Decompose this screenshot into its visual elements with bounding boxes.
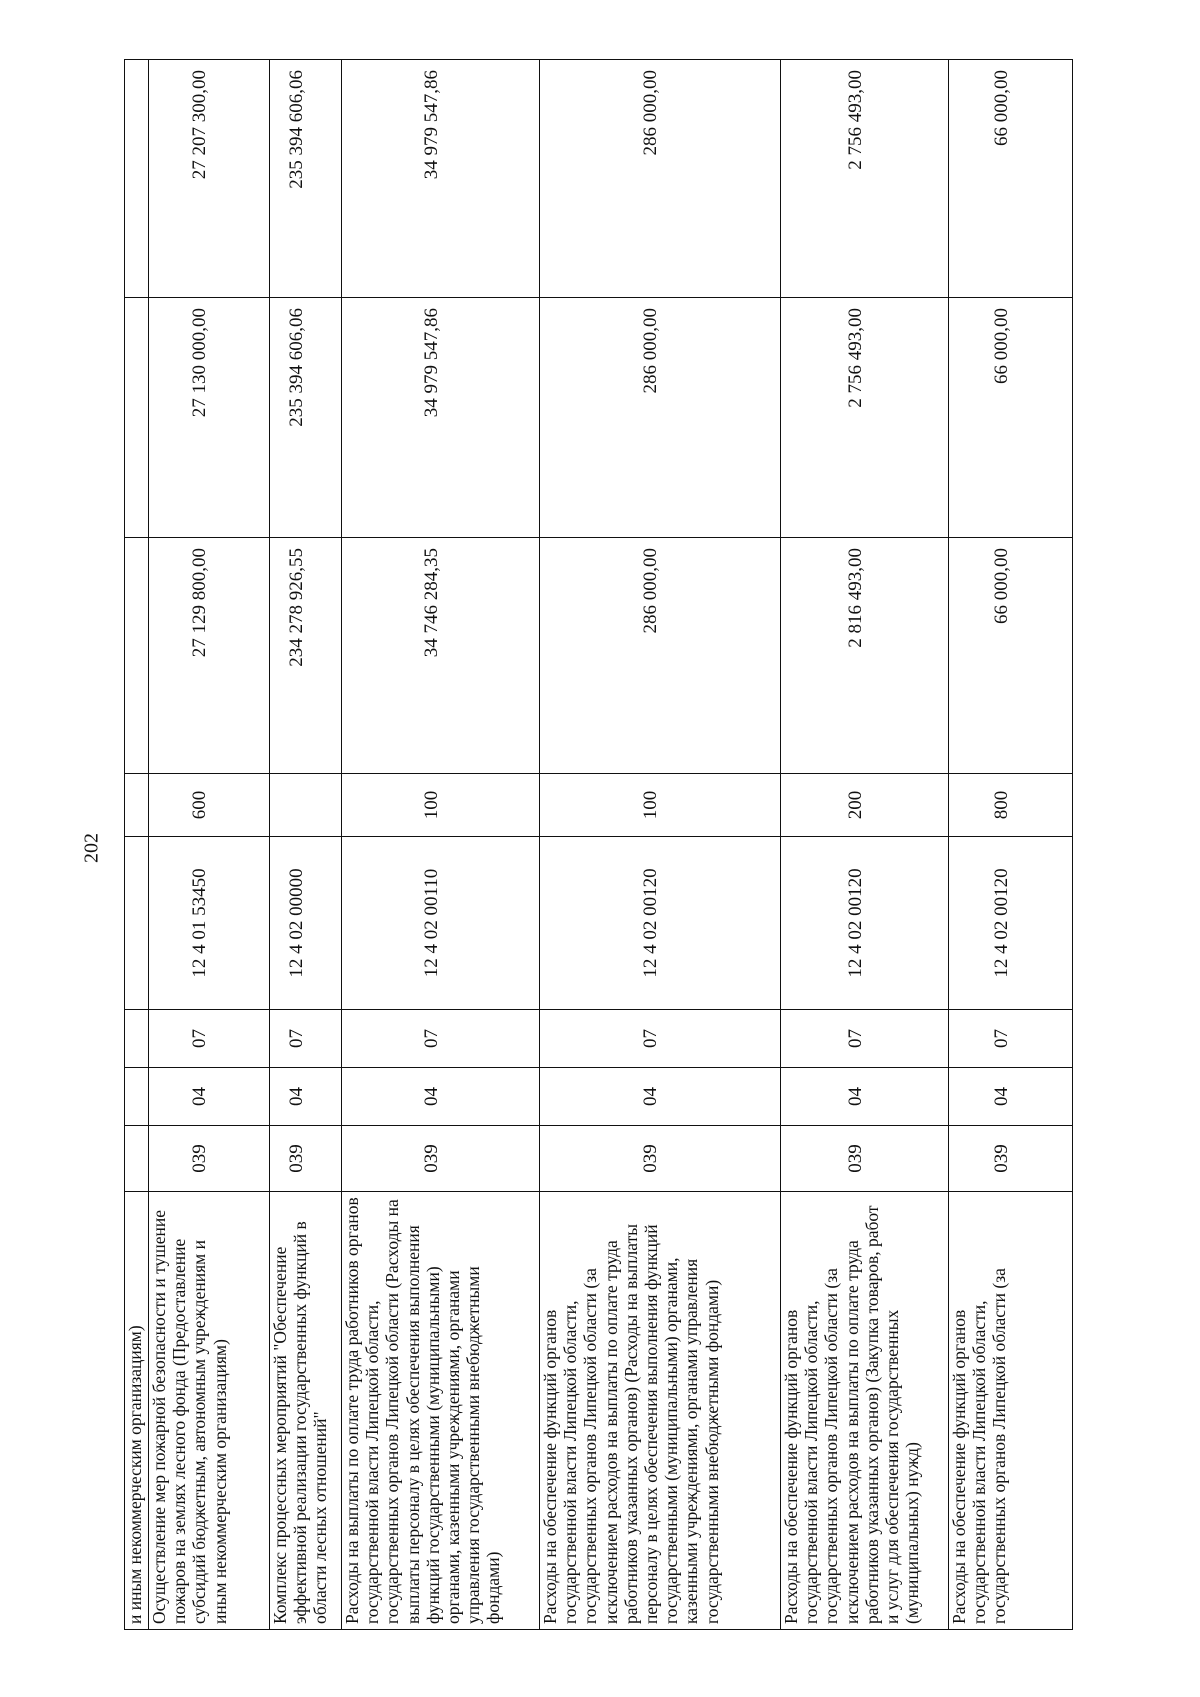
budget-table xyxy=(124,59,1073,1630)
row-0-vr xyxy=(125,774,149,837)
row-5-vr: 200 xyxy=(781,774,949,837)
row-3-y1: 34 746 284,35 xyxy=(342,538,540,774)
row-1-y2: 27 130 000,00 xyxy=(149,298,270,538)
row-1-subsection: 07 xyxy=(149,1010,270,1068)
row-2-subsection: 07 xyxy=(270,1010,342,1068)
row-4-admin: 039 xyxy=(540,1126,781,1192)
row-4-vr: 100 xyxy=(540,774,781,837)
row-3-section: 04 xyxy=(342,1068,540,1126)
row-6-target: 12 4 02 00120 xyxy=(949,837,1073,1010)
row-2-y2: 235 394 606,06 xyxy=(270,298,342,538)
row-2-section: 04 xyxy=(270,1068,342,1126)
row-4-y2: 286 000,00 xyxy=(540,298,781,538)
page-number: 202 xyxy=(80,833,103,863)
row-6-y1: 66 000,00 xyxy=(949,538,1073,774)
table-row xyxy=(342,60,540,1630)
row-1-target: 12 4 01 53450 xyxy=(149,837,270,1010)
row-1-section: 04 xyxy=(149,1068,270,1126)
table-row xyxy=(149,60,270,1630)
table-row xyxy=(949,60,1073,1630)
row-4-target: 12 4 02 00120 xyxy=(540,837,781,1010)
table-row xyxy=(270,60,342,1630)
row-3-target: 12 4 02 00110 xyxy=(342,837,540,1010)
row-3-y2: 34 979 547,86 xyxy=(342,298,540,538)
row-5-section: 04 xyxy=(781,1068,949,1126)
table-row xyxy=(125,60,149,1630)
row-6-section: 04 xyxy=(949,1068,1073,1126)
row-6-name: Расходы на обеспечение функций органов государственной власти Липецкой области, государственных органов Липецкой области (за xyxy=(949,1192,1073,1630)
row-2-name: Комплекс процессных мероприятий "Обеспечение эффективной реализации государственных функций в области лесных отношений" xyxy=(270,1192,342,1630)
row-4-subsection: 07 xyxy=(540,1010,781,1068)
row-3-subsection: 07 xyxy=(342,1010,540,1068)
row-4-name: Расходы на обеспечение функций органов государственной власти Липецкой области, государственных органов Липецкой области (за исключением расходов на выплаты по оплате труда работников указанных органов) (Расходы на выплаты персоналу в целях обеспечения выполнения функций государственными (муниципальными) органами, казенными учреждениями, органами управления государственными внебюджетными фондами) xyxy=(540,1192,781,1630)
table-row xyxy=(781,60,949,1630)
row-5-name: Расходы на обеспечение функций органов государственной власти Липецкой области, государственных органов Липецкой области (за исключением расходов на выплаты по оплате труда работников указанных органов) (Закупка товаров, работ и услуг для обеспечения государственных (муниципальных) нужд) xyxy=(781,1192,949,1630)
row-5-y3: 2 756 493,00 xyxy=(781,60,949,298)
row-6-y2: 66 000,00 xyxy=(949,298,1073,538)
row-2-y3: 235 394 606,06 xyxy=(270,60,342,298)
row-4-y3: 286 000,00 xyxy=(540,60,781,298)
row-3-name: Расходы на выплаты по оплате труда работников органов государственной власти Липецкой области, государственных органов Липецкой области (Расходы на выплаты персоналу в целях обеспечения выполнения функций государственными (муниципальными) органами, казенными учреждениями, органами управления государственными внебюджетными фондами) xyxy=(342,1192,540,1630)
row-3-vr: 100 xyxy=(342,774,540,837)
row-6-subsection: 07 xyxy=(949,1010,1073,1068)
row-5-subsection: 07 xyxy=(781,1010,949,1068)
row-5-target: 12 4 02 00120 xyxy=(781,837,949,1010)
row-5-admin: 039 xyxy=(781,1126,949,1192)
row-3-y3: 34 979 547,86 xyxy=(342,60,540,298)
row-0-y2 xyxy=(125,298,149,538)
row-1-admin: 039 xyxy=(149,1126,270,1192)
row-0-section xyxy=(125,1068,149,1126)
row-1-y1: 27 129 800,00 xyxy=(149,538,270,774)
row-3-admin: 039 xyxy=(342,1126,540,1192)
row-0-target xyxy=(125,837,149,1010)
row-2-admin: 039 xyxy=(270,1126,342,1192)
row-6-y3: 66 000,00 xyxy=(949,60,1073,298)
row-1-y3: 27 207 300,00 xyxy=(149,60,270,298)
row-1-vr: 600 xyxy=(149,774,270,837)
row-0-y1 xyxy=(125,538,149,774)
row-1-name: Осуществление мер пожарной безопасности и тушение пожаров на землях лесного фонда (Предоставление субсидий бюджетным, автономным учреждениям и иным некоммерческим организациям) xyxy=(149,1192,270,1630)
rotated-table-wrapper xyxy=(124,60,1072,1630)
row-2-target: 12 4 02 00000 xyxy=(270,837,342,1010)
row-5-y1: 2 816 493,00 xyxy=(781,538,949,774)
row-0-admin xyxy=(125,1126,149,1192)
row-4-y1: 286 000,00 xyxy=(540,538,781,774)
table-row xyxy=(540,60,781,1630)
row-0-subsection xyxy=(125,1010,149,1068)
row-2-y1: 234 278 926,55 xyxy=(270,538,342,774)
row-0-name: и иным некоммерческим организациям) xyxy=(125,1192,149,1630)
row-0-y3 xyxy=(125,60,149,298)
row-2-vr xyxy=(270,774,342,837)
row-4-section: 04 xyxy=(540,1068,781,1126)
row-5-y2: 2 756 493,00 xyxy=(781,298,949,538)
row-6-vr: 800 xyxy=(949,774,1073,837)
row-6-admin: 039 xyxy=(949,1126,1073,1192)
